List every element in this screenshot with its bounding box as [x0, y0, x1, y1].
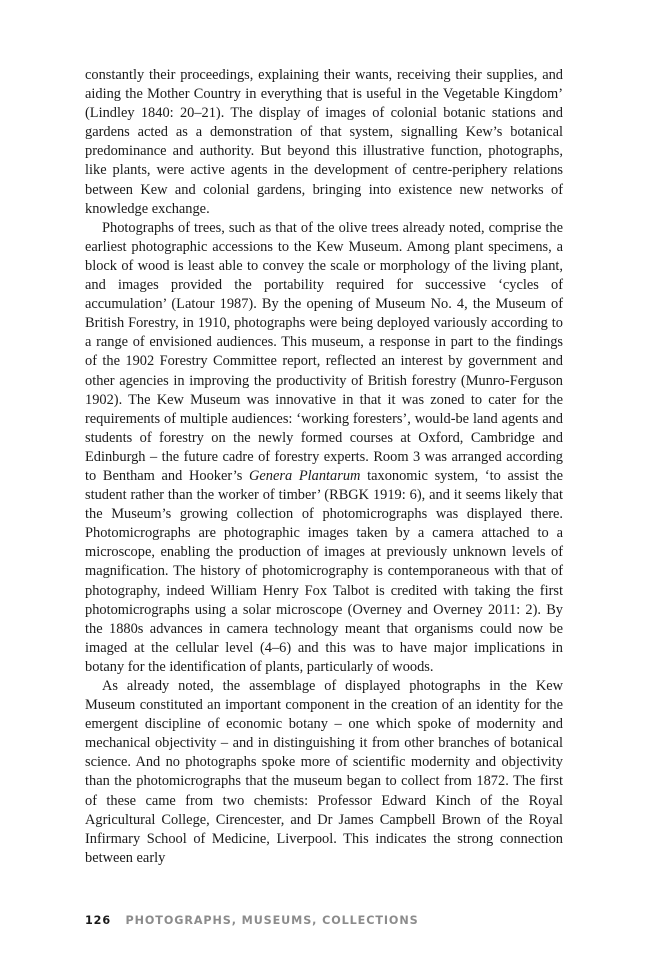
paragraph — [85, 66, 563, 219]
text-segment: constantly their proceedings, explaining their wants, receiving their supplies, and aiding the Mother Country in everything that is useful in the Vegetable Kingdom’ (Lindley 1840: 20–21). The display of images of colonial botanic stations and gardens acted as a demonstration of that system, signalling Kew’s botanical predominance and authority. But beyond this illustrative function, photographs, like plants, were active agents in the development of centre-periphery relations between Kew and colonial gardens, bringing into existence new networks of knowledge exchange. — [85, 67, 563, 217]
paragraph — [85, 219, 563, 677]
paragraph — [85, 677, 563, 868]
running-head: PHOTOGRAPHS, MUSEUMS, COLLECTIONS — [125, 914, 419, 927]
text-segment: As already noted, the assemblage of displayed photographs in the Kew Museum constituted an important component in the creation of an identity for the emergent discipline of economic botany – one which spoke of modernity and mechanical objectivity – and in distinguishing it from other branches of botanical science. And no photographs spoke more of scientific modernity and objectivity than the photomicrographs that the museum began to collect from 1872. The first of these came from two chemists: Professor Edward Kinch of the Royal Agricultural College, Cirencester, and Dr James Campbell Brown of the Royal Infirmary School of Medicine, Liverpool. This indicates the strong connection between early — [85, 678, 563, 866]
text-segment: Photographs of trees, such as that of the olive trees already noted, comprise the earliest photographic accessions to the Kew Museum. Among plant specimens, a block of wood is least able to convey the scale or morphology of the living plant, and images provided the portability required for successive ‘cycles of accumulation’ (Latour 1987). By the opening of Museum No. 4, the Museum of British Forestry, in 1910, photographs were being deployed variously according to a range of envisioned audiences. This museum, a response in part to the findings of the 1902 Forestry Committee report, reflected an interest by government and other agencies in improving the productivity of British forestry (Munro-Ferguson 1902). The Kew Museum was innovative in that it was zoned to cater for the requirements of multiple audiences: ‘working foresters’, would-be land agents and students of forestry on the newly formed courses at Oxford, Cambridge and Edinburgh – the future cadre of forestry experts. Room 3 was arranged according to Bentham and Hooker’s — [85, 219, 563, 484]
page-footer — [85, 914, 419, 927]
page-number: 126 — [85, 914, 112, 927]
text-segment: taxonomic system, ‘to assist the student rather than the worker of timber’ (RBGK 1919: 6), and it seems likely that the Museum’s growing collection of photomicrographs was displayed there. Photomicrographs are photographic images taken by a camera attached to a microscope, enabling the production of images at previously unknown levels of magnification. The history of photomicrography is contemporaneous with that of photography, indeed William Henry Fox Talbot is credited with taking the first photomicrographs using a solar microscope (Overney and Overney 2011: 2). By the 1880s advances in camera technology meant that organisms could now be imaged at the cellular level (4–6) and this was to have major implications in botany for the identification of plants, particularly of woods. — [85, 467, 563, 675]
body-text — [85, 66, 563, 868]
italic-title: Genera Plantarum — [249, 467, 361, 484]
